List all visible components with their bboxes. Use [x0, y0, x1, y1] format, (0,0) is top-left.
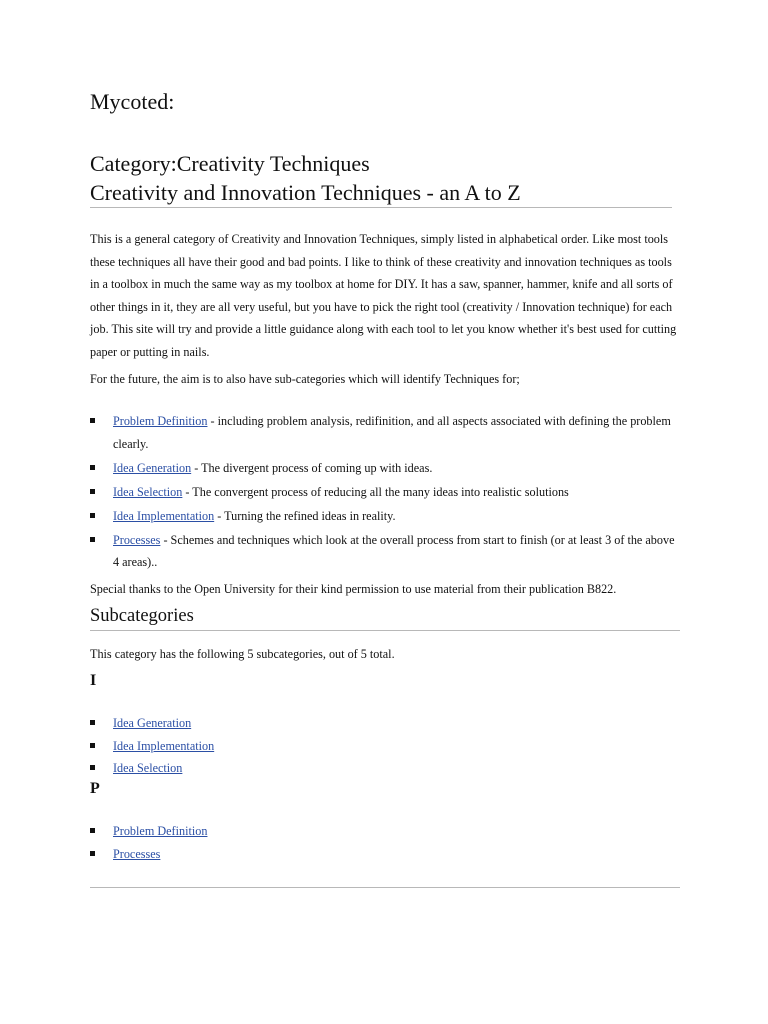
bullet-icon [90, 489, 95, 494]
list-item [90, 735, 680, 758]
idea-implementation-link[interactable]: Idea Implementation [113, 508, 215, 523]
list-item [90, 712, 680, 735]
subcategory-link-processes[interactable]: Processes [113, 846, 161, 861]
list-item [90, 529, 680, 574]
group-letter-i: I [90, 672, 97, 689]
bullet-icon [90, 537, 95, 542]
technique-description: - The convergent process of reducing all the many ideas into realistic solutions [182, 484, 569, 499]
subcategory-link-problem-definition[interactable]: Problem Definition [113, 824, 208, 838]
subcategory-link-idea-implementation[interactable]: Idea Implementation [113, 738, 215, 753]
bullet-icon [90, 720, 95, 725]
bullet-icon [90, 851, 95, 856]
bullet-icon [90, 765, 95, 770]
technique-description: - including problem analysis, redifinition, and all aspects associated with defining the problem clearly. [113, 414, 671, 451]
list-item [90, 757, 680, 780]
bullet-icon [90, 418, 95, 423]
list-item [90, 820, 680, 843]
list-item [90, 843, 680, 866]
divider [90, 630, 680, 631]
thanks-paragraph: Special thanks to the Open University for their kind permission to use material from their publication B822. [90, 582, 617, 596]
site-title: Mycoted: [90, 89, 175, 114]
bullet-icon [90, 828, 95, 833]
technique-description: - The divergent process of coming up with ideas. [191, 460, 433, 475]
category-name: Category:Creativity Techniques [90, 151, 370, 176]
technique-list [90, 410, 680, 575]
divider [90, 887, 680, 888]
idea-selection-link[interactable]: Idea Selection [113, 484, 183, 499]
bullet-icon [90, 465, 95, 470]
page-heading: Creativity and Innovation Techniques - an A to Z [90, 180, 521, 205]
subcategory-link-idea-generation[interactable]: Idea Generation [113, 716, 192, 730]
list-item [90, 505, 680, 528]
group-letter-p: P [90, 780, 100, 797]
processes-link[interactable]: Processes [113, 532, 161, 547]
subcategory-list-p [90, 820, 680, 865]
list-item [90, 410, 680, 455]
list-item [90, 481, 680, 504]
idea-generation-link[interactable]: Idea Generation [113, 460, 192, 475]
divider [90, 207, 672, 208]
technique-description: - Turning the refined ideas in reality. [214, 508, 396, 523]
bullet-icon [90, 513, 95, 518]
subcategory-list-i [90, 712, 680, 780]
subcategory-link-idea-selection[interactable]: Idea Selection [113, 761, 183, 776]
future-paragraph: For the future, the aim is to also have sub-categories which will identify Techniques for; [90, 372, 520, 386]
bullet-icon [90, 743, 95, 748]
problem-definition-link[interactable]: Problem Definition [113, 414, 208, 428]
technique-description: - Schemes and techniques which look at the overall process from start to finish (or at least 3 of the above 4 areas).. [113, 532, 675, 570]
subcategory-count: This category has the following 5 subcategories, out of 5 total. [90, 647, 395, 661]
subcategories-heading: Subcategories [90, 606, 194, 626]
category-title [90, 149, 521, 207]
intro-paragraph: This is a general category of Creativity and Innovation Techniques, simply listed in alphabetical order. Like most tools these techniques all have their good and bad points. I like to think of these creativity and innovation techniques as tools in a toolbox in much the same way as my toolbox at home for DIY. It has a saw, spanner, hammer, knife and all sorts of other things in it, they are all very useful, but you have to pick the right tool (creativity / Innovation technique) for each job. This site will try and provide a little guidance along with each tool to let you know whether it's best used for cutting paper or putting in nails. [90, 232, 677, 359]
list-item [90, 457, 680, 480]
